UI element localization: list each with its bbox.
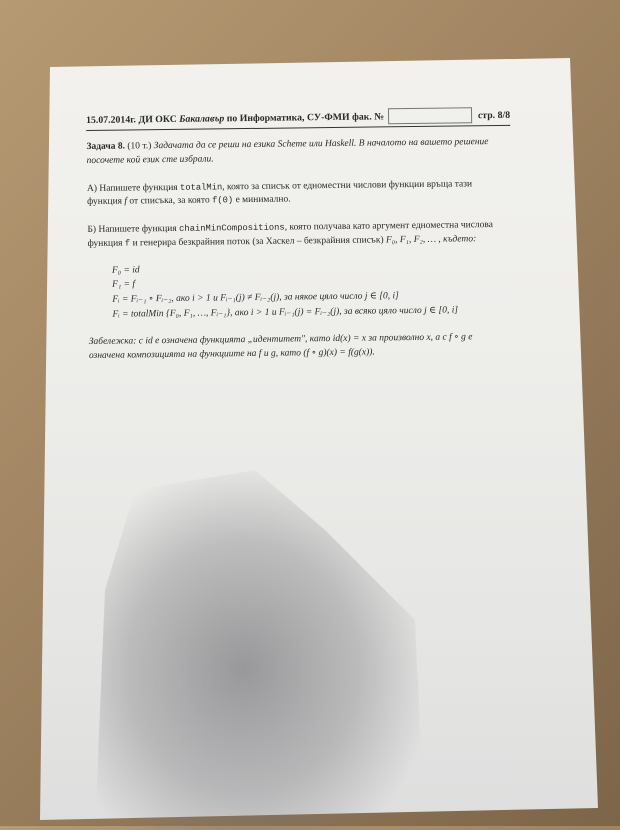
part-b [87, 219, 507, 252]
part-a-text-2: от списъка, за която [129, 195, 210, 207]
task-title: Задача 8. [86, 141, 126, 152]
part-a-function-name: totalMin [179, 181, 223, 193]
part-a-text-1: , която за списък от едноместни числови функции връща тази функция [87, 178, 473, 208]
part-b-text-2: и генерира безкрайния поток (за Хаскел – безкрайния списък) [132, 235, 384, 249]
part-a-f: f [124, 196, 128, 207]
formula-line: Fᵢ = totalMin {F₀, F₁, …, Fᵢ₋₁}, ако i > 1 и Fᵢ₋₁(j) = Fᵢ₋₂(j), за всяко цяло число j ∈ [0, i] [112, 305, 459, 320]
formula-line: F₁ = f [112, 279, 136, 291]
formula-block [112, 258, 509, 322]
page-content [86, 107, 509, 364]
faculty-number-box [388, 107, 472, 124]
part-b-prefix: Б) Напишете функция [87, 223, 177, 236]
task-intro: Задачата да се реши на езика Scheme или Haskell. В началото на вашето решение посочете кой език сте избрали. [86, 137, 489, 166]
part-b-function-name: chainMinCompositions [179, 222, 285, 234]
formula-line: F₀ = id [111, 264, 140, 276]
part-b-sequence: F₀, F₁, F₂, … , където: [385, 234, 477, 246]
page-header [86, 107, 510, 131]
header-faculty: по Информатика, СУ-ФМИ фак. № [226, 111, 385, 125]
note: Забележка: с id е означена функцията „идентитет", като id(x) = x за произволно x, а с f ∘ g е означена композицията на функциите на f и g, като (f ∘ g)(x) = f(g(x)). [88, 332, 473, 362]
part-b-text-1: , която получава като аргумент едноместна числова функция [87, 220, 494, 249]
formula-line: Fᵢ = Fᵢ₋₁ ∘ Fᵢ₋₂, ако i > 1 и Fᵢ₋₁(j) ≠ Fᵢ₋₂(j), за някое цяло число j ∈ [0, i] [112, 291, 399, 305]
task-statement [86, 136, 506, 169]
part-a [87, 177, 507, 210]
header-date: 15.07.2014г. ДИ ОКС [86, 113, 177, 126]
part-b-f: f [124, 238, 131, 249]
part-a-prefix: А) Напишете функция [86, 182, 178, 194]
part-a-text-3: е минимално. [235, 194, 291, 206]
header-degree: Бакалавър [179, 113, 225, 125]
page-number: стр. 8/8 [477, 109, 511, 122]
task-points: (10 т.) [127, 141, 152, 152]
part-a-expr: f(0) [212, 195, 234, 206]
